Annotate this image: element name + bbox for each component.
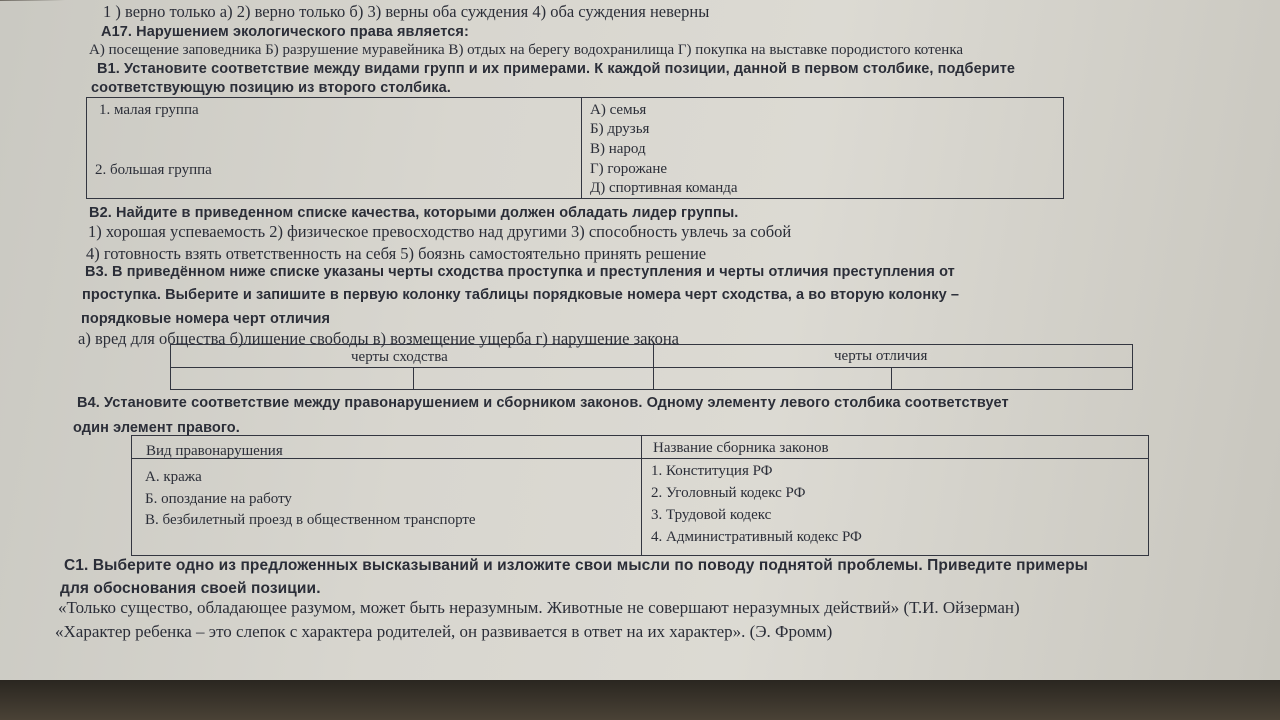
b3-table-subdivider xyxy=(413,367,414,389)
b3-options: а) вред для общества б)лишение свободы в) возмещение ущерба г) нарушение закона xyxy=(78,329,679,348)
c1-title-line2: для обоснования своей позиции. xyxy=(60,580,321,597)
b2-options-line2: 4) готовность взять ответственность на себя 5) боязнь самостоятельно принять решение xyxy=(86,244,707,263)
b4-head-right: Название сборника законов xyxy=(653,440,829,456)
b1-right-item: В) народ xyxy=(590,141,646,157)
b4-right-item: 4. Административный кодекс РФ xyxy=(651,529,862,545)
answer-options-line: 1 ) верно только а) 2) верно только б) 3) верны оба суждения 4) оба суждения неверны xyxy=(103,2,710,21)
b4-table xyxy=(131,435,1149,556)
b1-table xyxy=(86,97,1064,199)
b4-right-item: 1. Конституция РФ xyxy=(651,463,773,479)
b1-title-line2: соответствующую позицию из второго столбика. xyxy=(91,80,451,96)
b3-title-line3: порядковые номера черт отличия xyxy=(81,311,331,327)
b3-table-subdivider xyxy=(891,367,892,389)
b1-title-line1: В1. Установите соответствие между видами групп и их примерами. К каждой позиции, данной в первом столбике, подберите xyxy=(97,61,1016,77)
b1-right-item: Г) горожане xyxy=(590,161,668,177)
b1-right-item: А) семья xyxy=(590,102,647,118)
b4-head-left: Вид правонарушения xyxy=(146,443,283,459)
b3-title-line2: проступка. Выберите и запишите в первую колонку таблицы порядковые номера черт сходства, а во вторую колонку – xyxy=(82,287,960,303)
b4-title-line2: один элемент правого. xyxy=(73,420,240,436)
a17-title: А17. Нарушением экологического права является: xyxy=(101,24,469,40)
b4-table-divider xyxy=(641,436,642,555)
c1-title-line1: С1. Выберите одно из предложенных высказываний и изложите свои мысли по поводу поднятой проблемы. Приведите примеры xyxy=(64,557,1089,574)
b4-table-hline xyxy=(132,458,1148,459)
b4-right-item: 2. Уголовный кодекс РФ xyxy=(651,485,806,501)
b4-left-item: Б. опоздание на работу xyxy=(145,491,292,507)
a17-options: А) посещение заповедника Б) разрушение муравейника В) отдых на берегу водохранилища Г) покупка на выставке породистого котенка xyxy=(89,42,964,58)
b4-left-item: В. безбилетный проезд в общественном транспорте xyxy=(145,512,476,528)
b4-right-item: 3. Трудовой кодекс xyxy=(651,507,772,523)
b1-left-item: 2. большая группа xyxy=(95,162,212,178)
b3-col-different: черты отличия xyxy=(834,348,928,364)
b2-title: В2. Найдите в приведенном списке качества, которыми должен обладать лидер группы. xyxy=(89,205,739,221)
b1-table-divider xyxy=(581,98,582,198)
b1-right-item: Б) друзья xyxy=(590,121,650,137)
b1-right-item: Д) спортивная команда xyxy=(590,180,738,196)
b2-options-line1: 1) хорошая успеваемость 2) физическое превосходство над другими 3) способность увлечь за собой xyxy=(88,222,792,241)
b3-col-similar: черты сходства xyxy=(351,349,448,365)
c1-quote1: «Только существо, обладающее разумом, может быть неразумным. Животные не совершают неразумных действий» (Т.И. Ойзерман) xyxy=(58,598,1020,617)
b4-left-item: А. кража xyxy=(145,469,202,485)
b3-title-line1: В3. В приведённом ниже списке указаны черты сходства проступка и преступления и черты отличия преступления от xyxy=(85,264,955,280)
c1-quote2: «Характер ребенка – это слепок с характера родителей, он развивается в ответ на их характер». (Э. Фромм) xyxy=(55,622,833,641)
b3-table-hline xyxy=(171,367,1132,368)
b3-table xyxy=(170,344,1133,390)
b4-title-line1: В4. Установите соответствие между правонарушением и сборником законов. Одному элементу левого столбика соответствует xyxy=(77,395,1009,411)
b1-left-item: 1. малая группа xyxy=(99,102,199,118)
b3-table-divider xyxy=(653,345,654,389)
